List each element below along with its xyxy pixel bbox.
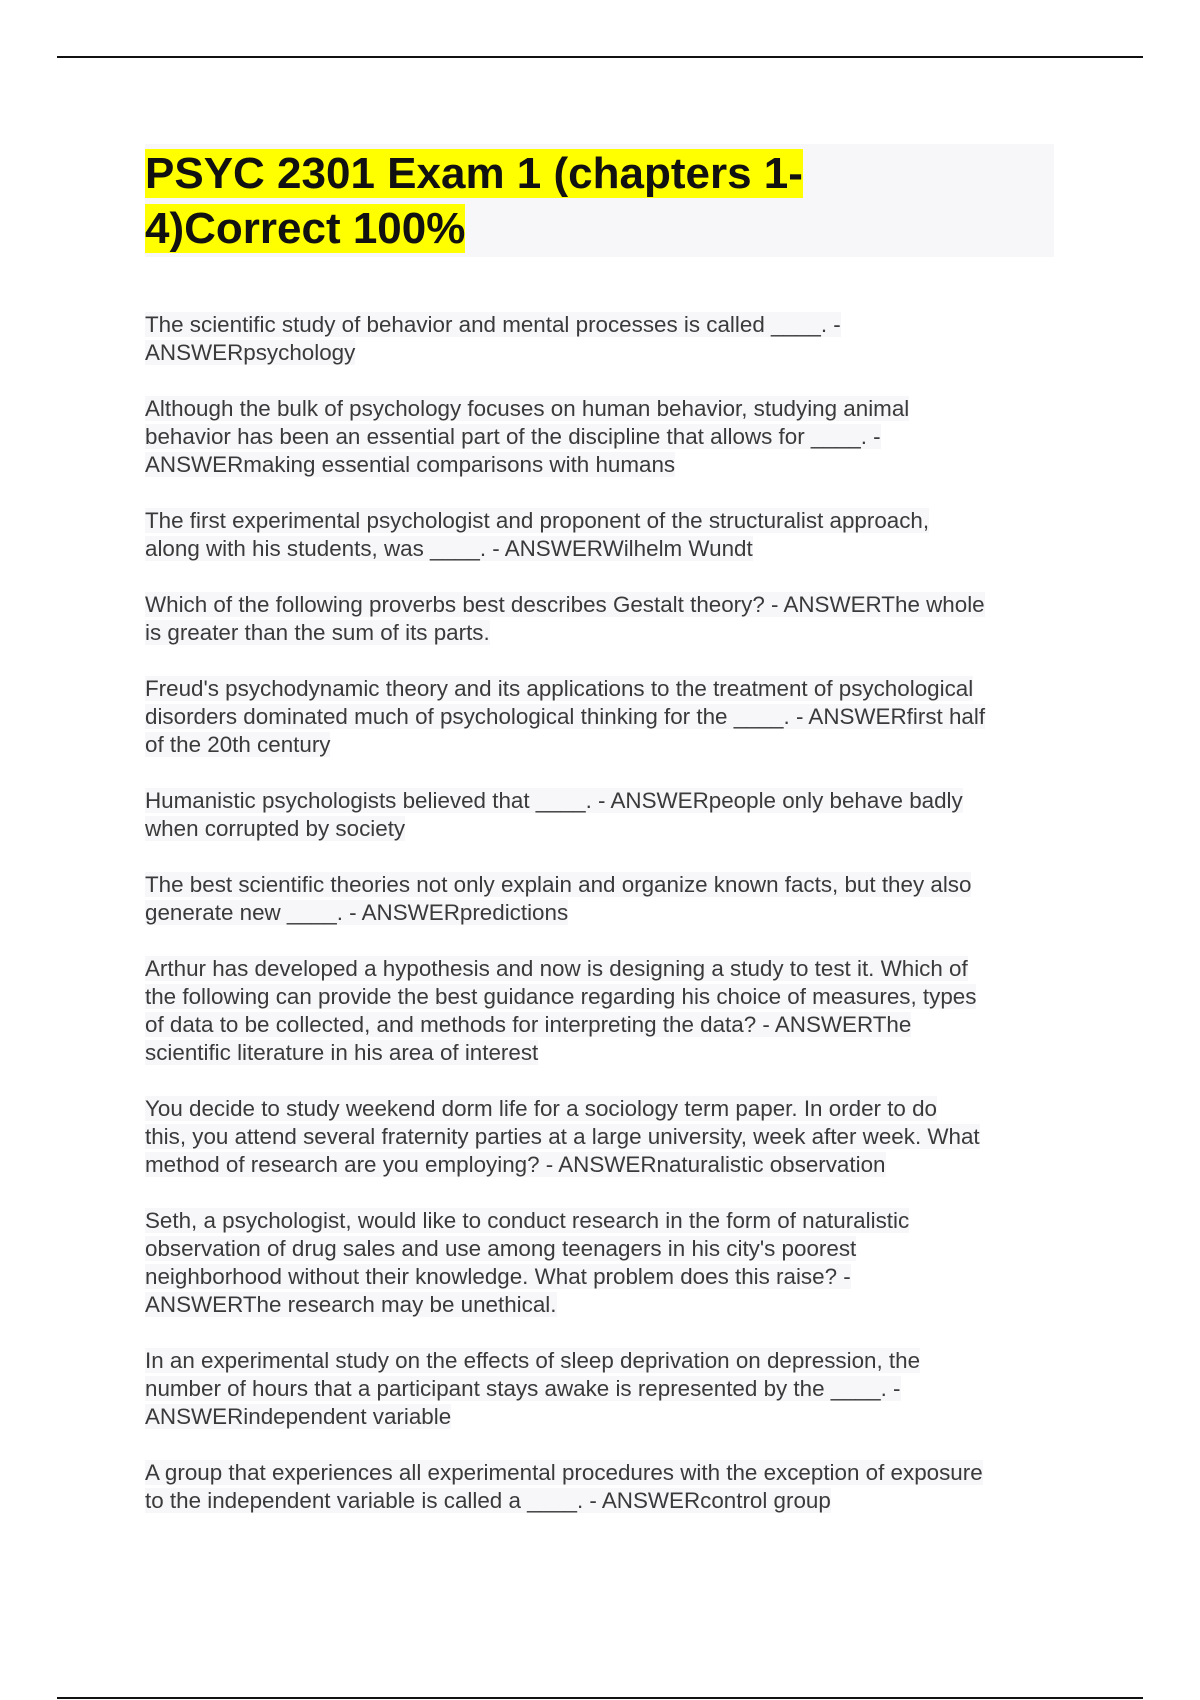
qa-line: ANSWERThe research may be unethical. <box>145 1292 557 1317</box>
qa-line: observation of drug sales and use among teenagers in his city's poorest <box>145 1236 857 1261</box>
document-title <box>145 146 803 256</box>
qa-line: Although the bulk of psychology focuses on human behavior, studying animal <box>145 396 910 421</box>
qa-line: In an experimental study on the effects of sleep deprivation on depression, the <box>145 1348 921 1373</box>
qa-line: Arthur has developed a hypothesis and now is designing a study to test it. Which of <box>145 956 968 981</box>
qa-item <box>145 787 1060 843</box>
qa-item <box>145 871 1060 927</box>
qa-line: The best scientific theories not only explain and organize known facts, but they also <box>145 872 972 897</box>
qa-item <box>145 395 1060 479</box>
qa-line: method of research are you employing? - ANSWERnaturalistic observation <box>145 1152 886 1177</box>
title-line-1: PSYC 2301 Exam 1 (chapters 1- <box>145 149 803 198</box>
qa-line: the following can provide the best guidance regarding his choice of measures, types <box>145 984 977 1009</box>
qa-item <box>145 591 1060 647</box>
qa-line: when corrupted by society <box>145 816 406 841</box>
qa-item <box>145 1207 1060 1319</box>
qa-line: Which of the following proverbs best describes Gestalt theory? - ANSWERThe whole <box>145 592 985 617</box>
qa-line: The scientific study of behavior and mental processes is called ____. - <box>145 312 841 337</box>
qa-line: generate new ____. - ANSWERpredictions <box>145 900 569 925</box>
qa-item <box>145 1095 1060 1179</box>
qa-line: ANSWERmaking essential comparisons with humans <box>145 452 676 477</box>
qa-line: of the 20th century <box>145 732 331 757</box>
qa-line: number of hours that a participant stays awake is represented by the ____. - <box>145 1376 901 1401</box>
qa-item <box>145 1347 1060 1431</box>
qa-item <box>145 955 1060 1067</box>
qa-line: scientific literature in his area of interest <box>145 1040 539 1065</box>
qa-item <box>145 311 1060 367</box>
qa-line: along with his students, was ____. - ANSWERWilhelm Wundt <box>145 536 753 561</box>
top-rule <box>57 56 1143 58</box>
bottom-rule <box>57 1697 1143 1699</box>
qa-line: disorders dominated much of psychological thinking for the ____. - ANSWERfirst half <box>145 704 986 729</box>
qa-line: Seth, a psychologist, would like to conduct research in the form of naturalistic <box>145 1208 910 1233</box>
qa-line: of data to be collected, and methods for interpreting the data? - ANSWERThe <box>145 1012 912 1037</box>
title-line-2: 4)Correct 100% <box>145 204 466 253</box>
qa-line: Humanistic psychologists believed that ____. - ANSWERpeople only behave badly <box>145 788 963 813</box>
qa-line: this, you attend several fraternity parties at a large university, week after week. What <box>145 1124 980 1149</box>
qa-line: ANSWERindependent variable <box>145 1404 452 1429</box>
qa-line: A group that experiences all experimental procedures with the exception of exposure <box>145 1460 983 1485</box>
question-answer-list <box>145 311 1060 1543</box>
qa-line: ANSWERpsychology <box>145 340 356 365</box>
qa-line: to the independent variable is called a ____. - ANSWERcontrol group <box>145 1488 831 1513</box>
qa-item <box>145 675 1060 759</box>
qa-line: The first experimental psychologist and proponent of the structuralist approach, <box>145 508 930 533</box>
qa-line: You decide to study weekend dorm life for a sociology term paper. In order to do <box>145 1096 938 1121</box>
qa-line: behavior has been an essential part of the discipline that allows for ____. - <box>145 424 881 449</box>
qa-item <box>145 1459 1060 1515</box>
qa-item <box>145 507 1060 563</box>
qa-line: neighborhood without their knowledge. What problem does this raise? - <box>145 1264 851 1289</box>
qa-line: is greater than the sum of its parts. <box>145 620 490 645</box>
qa-line: Freud's psychodynamic theory and its applications to the treatment of psychological <box>145 676 974 701</box>
